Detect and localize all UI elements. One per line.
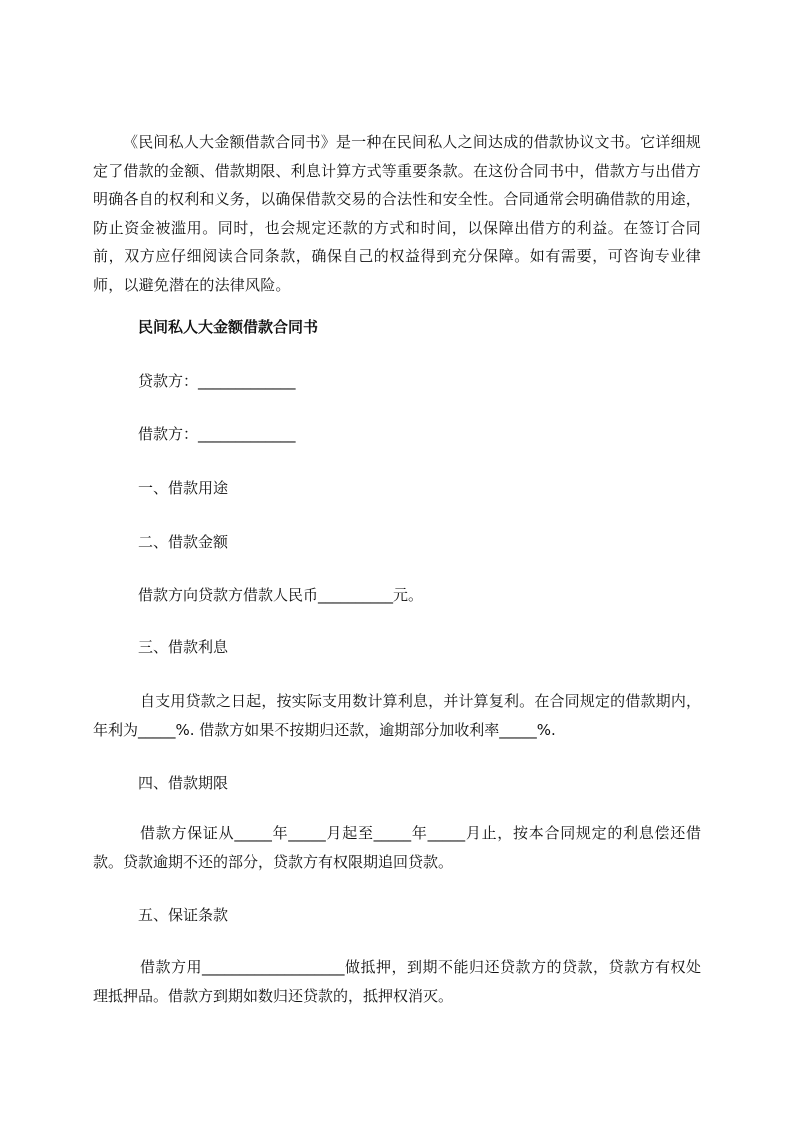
borrower-field: 借款方：_____________ xyxy=(138,425,296,443)
intro-paragraph: 《民间私人大金额借款合同书》是一种在民间私人之间达成的借款协议文书。它详细规定了借款的金额、借款期限、利息计算方式等重要条款。在这份合同书中，借款方与出借方明确各自的权利和义务，以确保借款交易的合法性和安全性。合同通常会明确借款的用途，防止资金被滥用。同时，也会规定还款的方式和时间，以保障出借方的利益。在签订合同前，双方应仔细阅读合同条款，确保自己的权益得到充分保障。如有需要，可咨询专业律师，以避免潜在的法律风险。 xyxy=(93,133,702,294)
contract-title: 民间私人大金额借款合同书 xyxy=(138,318,319,336)
section-heading-interest: 三、借款利息 xyxy=(138,638,229,656)
amount-clause: 借款方向贷款方借款人民币__________元。 xyxy=(138,586,424,604)
term-clause: 借款方保证从_____年_____月起至_____年_____月止，按本合同规定的利息偿还借款。贷款逾期不还的部分，贷款方有权限期追回贷款。 xyxy=(93,824,701,871)
section-heading-term: 四、借款期限 xyxy=(138,774,229,792)
guarantee-clause: 借款方用___________________做抵押，到期不能归还贷款方的贷款，贷款方有权处理抵押品。借款方到期如数归还贷款的，抵押权消灭。 xyxy=(93,958,701,1005)
section-heading-guarantee: 五、保证条款 xyxy=(138,906,229,924)
section-heading-purpose: 一、借款用途 xyxy=(138,479,229,497)
lender-field: 贷款方：_____________ xyxy=(138,372,296,390)
interest-clause: 自支用贷款之日起，按实际支用数计算利息，并计算复利。在合同规定的借款期内，年利为_____%. 借款方如果不按期归还款，逾期部分加收利率_____%. xyxy=(93,692,701,739)
section-heading-amount: 二、借款金额 xyxy=(138,533,229,551)
